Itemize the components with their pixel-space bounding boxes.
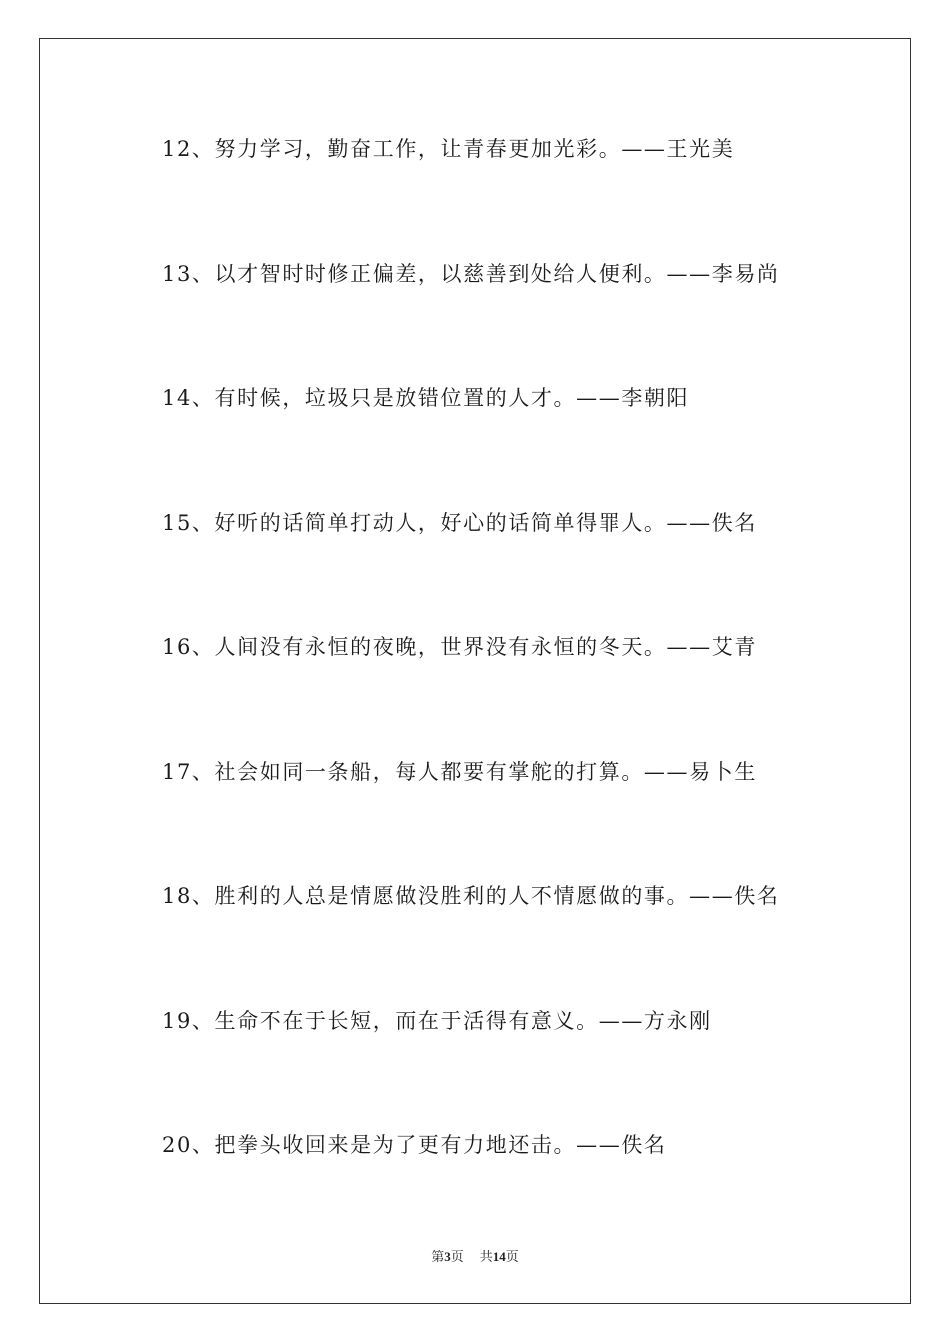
quote-item: 17、社会如同一条船，每人都要有掌舵的打算。——易卜生 [162, 759, 757, 784]
quote-item: 14、有时候，垃圾只是放错位置的人才。——李朝阳 [162, 386, 690, 410]
quote-item: 19、生命不在于长短，而在于活得有意义。——方永刚 [162, 1008, 712, 1033]
quote-list [162, 128, 862, 1249]
quote-item: 20、把拳头收回来是为了更有力地还击。——佚名 [162, 1133, 667, 1157]
page-number: 3 [444, 1249, 451, 1264]
page-suffix: 页 [450, 1249, 464, 1264]
page-prefix: 第 [431, 1249, 445, 1264]
quote-item: 16、人间没有永恒的夜晚，世界没有永恒的冬天。——艾青 [162, 635, 757, 659]
quote-item: 12、努力学习，勤奋工作，让青春更加光彩。——王光美 [162, 137, 735, 161]
page-footer [0, 1246, 950, 1265]
total-suffix: 页 [505, 1249, 519, 1264]
total-pages: 14 [492, 1249, 506, 1264]
quote-item: 13、以才智时时修正偏差，以慈善到处给人便利。——李易尚 [162, 261, 780, 286]
quote-item: 15、好听的话简单打动人，好心的话简单得罪人。——佚名 [162, 510, 757, 535]
total-prefix: 共 [479, 1249, 493, 1264]
quote-item: 18、胜利的人总是情愿做没胜利的人不情愿做的事。——佚名 [162, 884, 780, 908]
